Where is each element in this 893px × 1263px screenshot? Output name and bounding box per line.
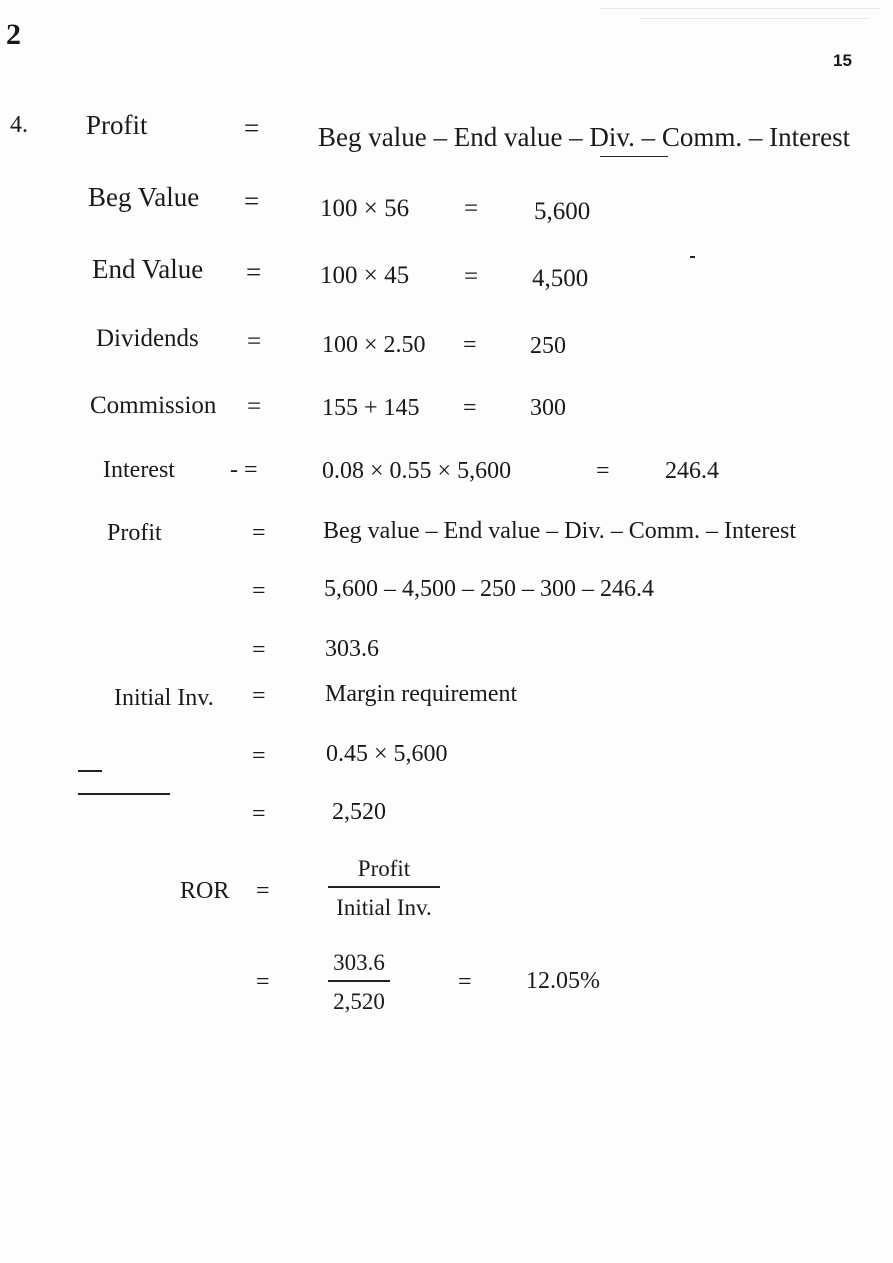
dividends-expr: 100 × 2.50 (322, 332, 426, 358)
profit-formula: Beg value – End value – Div. – Comm. – Interest (323, 518, 797, 544)
equals-sign: = (458, 969, 472, 995)
label-initial-inv: Initial Inv. (114, 685, 214, 711)
equals-sign: = (256, 878, 270, 904)
label-dividends: Dividends (96, 325, 199, 352)
underline-mark (600, 156, 668, 157)
dividends-result: 250 (530, 333, 566, 359)
label-profit: Profit (107, 520, 162, 546)
equals-sign: = (256, 969, 270, 995)
equals-sign: = (596, 458, 610, 484)
fraction-bar (328, 886, 440, 888)
fraction-denominator: 2,520 (333, 988, 385, 1014)
equals-sign: = (252, 683, 266, 709)
equals-sign: = (463, 332, 477, 358)
equals-sign: = (464, 263, 479, 290)
ror-value-fraction (328, 951, 390, 1013)
profit-result: 303.6 (325, 636, 379, 662)
equals-sign: = (252, 520, 266, 546)
scan-smudge (640, 18, 870, 19)
corner-mark: 2 (6, 18, 21, 51)
commission-expr: 155 + 145 (322, 395, 420, 421)
initial-inv-result: 2,520 (332, 799, 386, 825)
equals-sign: = (252, 637, 266, 663)
ror-fraction (328, 857, 440, 919)
label-profit: Profit (86, 110, 148, 140)
ror-result: 12.05% (526, 968, 600, 994)
equals-sign: = (252, 801, 266, 827)
equals-sign: = (246, 257, 262, 287)
beg-value-result: 5,600 (534, 198, 591, 225)
interest-result: 246.4 (665, 458, 719, 484)
beg-value-expr: 100 × 56 (320, 195, 410, 222)
label-ror: ROR (180, 878, 230, 904)
fraction-bar (328, 980, 390, 982)
label-commission: Commission (90, 392, 217, 419)
scan-smudge (600, 8, 880, 9)
commission-result: 300 (530, 395, 566, 421)
pen-stroke (78, 793, 170, 795)
fraction-numerator: 303.6 (333, 950, 385, 975)
equals-sign: = (244, 186, 260, 216)
label-interest: Interest (103, 457, 175, 483)
end-value-expr: 100 × 45 (320, 262, 410, 289)
initial-inv-expr: 0.45 × 5,600 (326, 741, 448, 767)
equals-sign: = (247, 328, 262, 355)
page-number: 15 (833, 51, 852, 70)
initial-inv-formula: Margin requirement (325, 681, 518, 707)
fraction-numerator: Profit (357, 856, 411, 881)
equals-sign: = (247, 393, 262, 420)
equals-sign: = (463, 395, 477, 421)
profit-formula: Beg value – End value – Div. – Comm. – Interest (318, 122, 851, 152)
equals-sign: = (252, 578, 266, 604)
stray-mark (690, 256, 695, 258)
equals-sign: = (244, 113, 260, 143)
pen-stroke (78, 770, 102, 772)
interest-expr: 0.08 × 0.55 × 5,600 (322, 458, 512, 484)
problem-number: 4. (10, 112, 28, 138)
equals-sign: = (252, 743, 266, 769)
end-value-result: 4,500 (532, 265, 589, 292)
equals-sign: - = (230, 457, 258, 483)
profit-substitution: 5,600 – 4,500 – 250 – 300 – 246.4 (324, 576, 654, 602)
equals-sign: = (464, 195, 479, 222)
label-end-value: End Value (92, 254, 204, 284)
label-beg-value: Beg Value (88, 182, 200, 212)
fraction-denominator: Initial Inv. (336, 894, 432, 920)
